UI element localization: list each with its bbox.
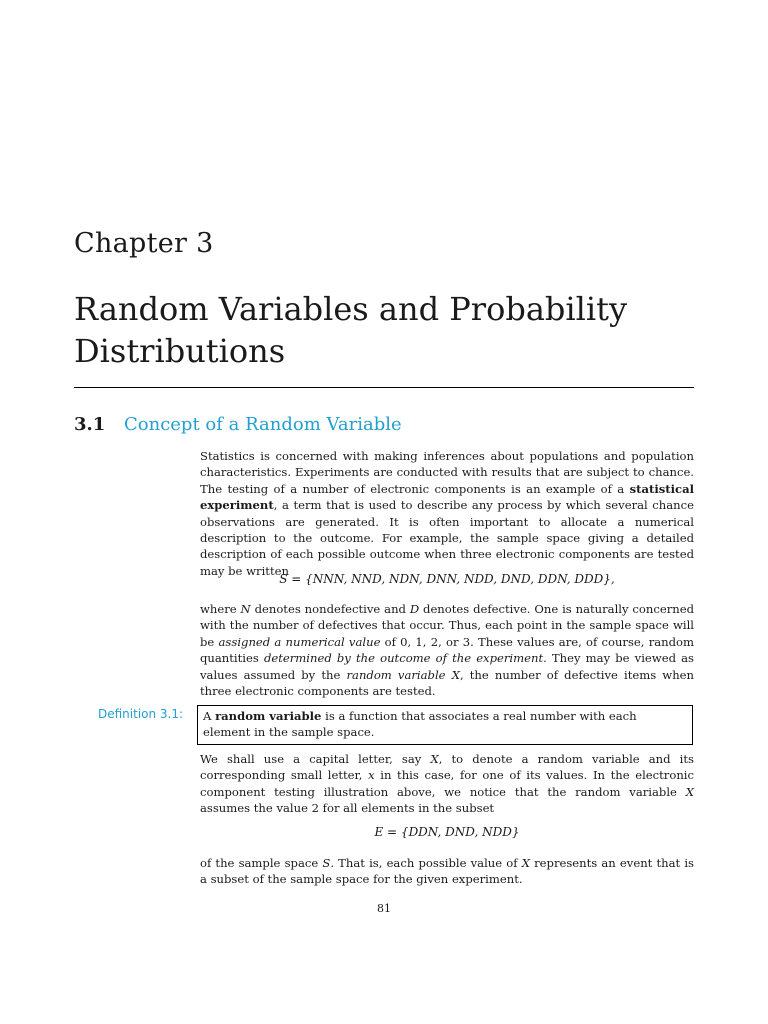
text-run: , the number of defective items when three electronic components are tested.: [200, 667, 695, 699]
math-symbol: N: [240, 602, 251, 616]
equation-sample-space: S = {NNN, NND, NDN, DNN, NDD, DND, DDN, DDD},: [279, 572, 615, 586]
page-number: 81: [377, 902, 391, 915]
emphasis: random variable: [346, 667, 446, 682]
emphasis: assigned a numerical value: [218, 634, 381, 649]
math-symbol: D: [409, 602, 420, 616]
chapter-title: Random Variables and Probability Distributions: [74, 290, 628, 370]
paragraph-defectives: [200, 601, 694, 699]
equation-subset: E = {DDN, DND, NDD}: [374, 825, 520, 839]
definition-label: Definition 3.1:: [98, 707, 184, 721]
text-run: represents an event that is a subset of the sample space for the given experiment.: [200, 856, 694, 887]
text-run: of 0, 1, 2, or 3. These values are, of course, random quantities: [200, 634, 695, 666]
section-title: Concept of a Random Variable: [124, 414, 402, 435]
paragraph-event: [200, 855, 694, 888]
text-run: A: [203, 709, 216, 723]
text-run: where: [200, 602, 241, 616]
text-run: . That is, each possible value of: [330, 856, 522, 870]
section-heading: [74, 414, 402, 435]
paragraph-intro: [200, 448, 694, 579]
paragraph-notation: [200, 751, 694, 817]
text-run: We shall use a capital letter, say: [200, 752, 431, 766]
text-run: , a term that is used to describe any process by which several chance observations are generated. It is often important to allocate a numerical description to the outcome. For example, the sample space giving a detailed description of each possible outcome when three electronic components are tested may be written: [200, 498, 694, 578]
text-run: denotes nondefective and: [250, 602, 410, 616]
text-run: assumes the value 2 for all elements in the subset: [200, 801, 495, 816]
math-symbol: X: [451, 667, 460, 682]
title-divider: [74, 387, 694, 388]
definition-box: [197, 705, 693, 745]
math-symbol: x: [368, 768, 375, 783]
term-random-variable: random variable: [215, 709, 322, 723]
math-symbol: X: [521, 856, 530, 870]
text-run: denotes defective. One is naturally concerned with the number of defectives that occur. Thus, each point in the sample space will be: [200, 602, 694, 649]
text-run: , to denote a random variable and its corresponding small letter,: [200, 752, 694, 783]
text-run: in this case, for one of its values. In the electronic component testing illustration above, we notice that the random variable: [200, 768, 694, 799]
math-symbol: X: [430, 752, 439, 766]
text-run: is a function that associates a real number with each element in the sample space.: [203, 709, 637, 740]
term-statistical-experiment: statistical experiment: [200, 481, 694, 513]
text-run: Statistics is concerned with making inferences about populations and population characteristics. Experiments are conducted with results that are subject to chance. The testing of a number of electronic components is an example of a: [200, 449, 694, 496]
emphasis: determined by the outcome of the experiment: [263, 651, 544, 666]
math-symbol: X: [685, 784, 694, 799]
math-symbol: S: [322, 856, 331, 870]
section-number: 3.1: [74, 414, 106, 435]
chapter-label: Chapter 3: [74, 228, 214, 259]
text-run: of the sample space: [200, 856, 323, 870]
text-run: . They may be viewed as values assumed by the: [200, 651, 694, 682]
